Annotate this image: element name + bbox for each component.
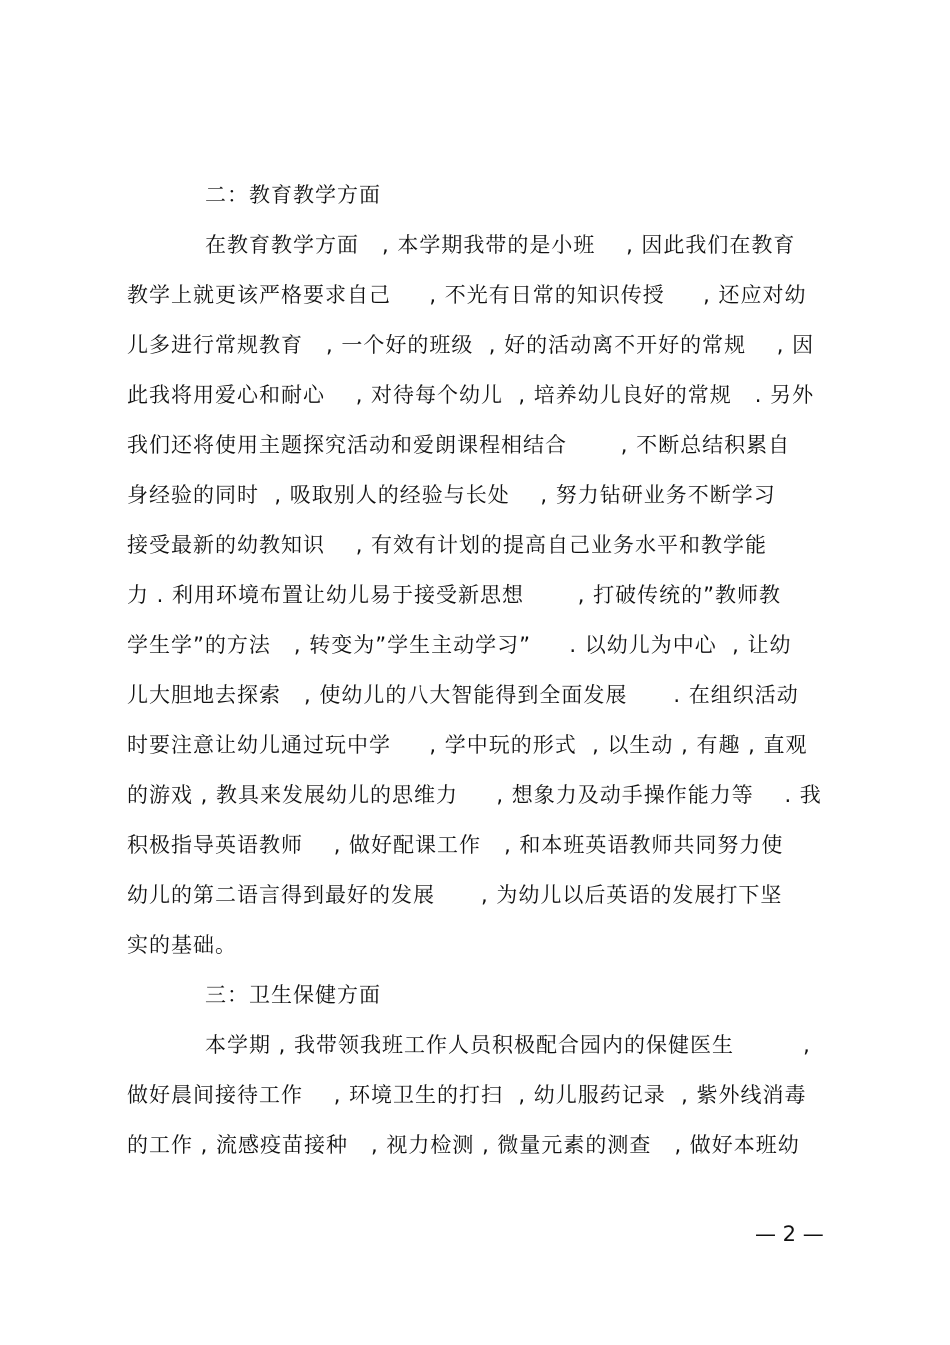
paragraph-line: 教学上就更该严格要求自己 , 不光有日常的知识传授 , 还应对幼 — [127, 283, 807, 307]
section3-heading: 三：卫生保健方面 — [205, 983, 381, 1007]
paragraph-line: 学生学”的方法 , 转变为”学生主动学习” . 以幼儿为中心 , 让幼 — [127, 633, 792, 657]
paragraph-line: 儿多进行常规教育 , 一个好的班级 , 好的活动离不开好的常规 , 因 — [127, 333, 815, 357]
paragraph-line: 我们还将使用主题探究活动和爱朗课程相结合 , 不断总结积累自 — [127, 433, 791, 457]
section2-heading: 二：教育教学方面 — [205, 183, 381, 207]
paragraph-line: 接受最新的幼教知识 , 有效有计划的提高自己业务水平和教学能 — [127, 533, 768, 557]
paragraph-line: 儿大胆地去探索 , 使幼儿的八大智能得到全面发展 . 在组织活动 — [127, 683, 799, 707]
paragraph-line: 本学期 , 我带领我班工作人员积极配合园内的保健医生 , — [205, 1033, 811, 1057]
paragraph-line: 在教育教学方面 , 本学期我带的是小班 , 因此我们在教育 — [205, 233, 796, 257]
paragraph-line: 此我将用爱心和耐心 , 对待每个幼儿 , 培养幼儿良好的常规 . 另外 — [127, 383, 815, 407]
page-number: — 2 — — [755, 1222, 824, 1246]
paragraph-line: 幼儿的第二语言得到最好的发展 , 为幼儿以后英语的发展打下坚 — [127, 883, 783, 907]
paragraph-line: 的工作 , 流感疫苗接种 , 视力检测 , 微量元素的测查 , 做好本班幼 — [127, 1133, 800, 1157]
paragraph-line: 的游戏 , 教具来发展幼儿的思维力 , 想象力及动手操作能力等 . 我 — [127, 783, 822, 807]
paragraph-line: 实的基础。 — [127, 933, 237, 957]
paragraph-line: 身经验的同时 , 吸取别人的经验与长处 , 努力钻研业务不断学习 — [127, 483, 776, 507]
paragraph-line: 时要注意让幼儿通过玩中学 , 学中玩的形式 , 以生动 , 有趣 , 直观 — [127, 733, 808, 757]
paragraph-line: 做好晨间接待工作 , 环境卫生的打扫 , 幼儿服药记录 , 紫外线消毒 — [127, 1083, 807, 1107]
paragraph-line: 力 . 利用环境布置让幼儿易于接受新思想 , 打破传统的”教师教 — [127, 583, 781, 607]
paragraph-line: 积极指导英语教师 , 做好配课工作 , 和本班英语教师共同努力使 — [127, 833, 784, 857]
